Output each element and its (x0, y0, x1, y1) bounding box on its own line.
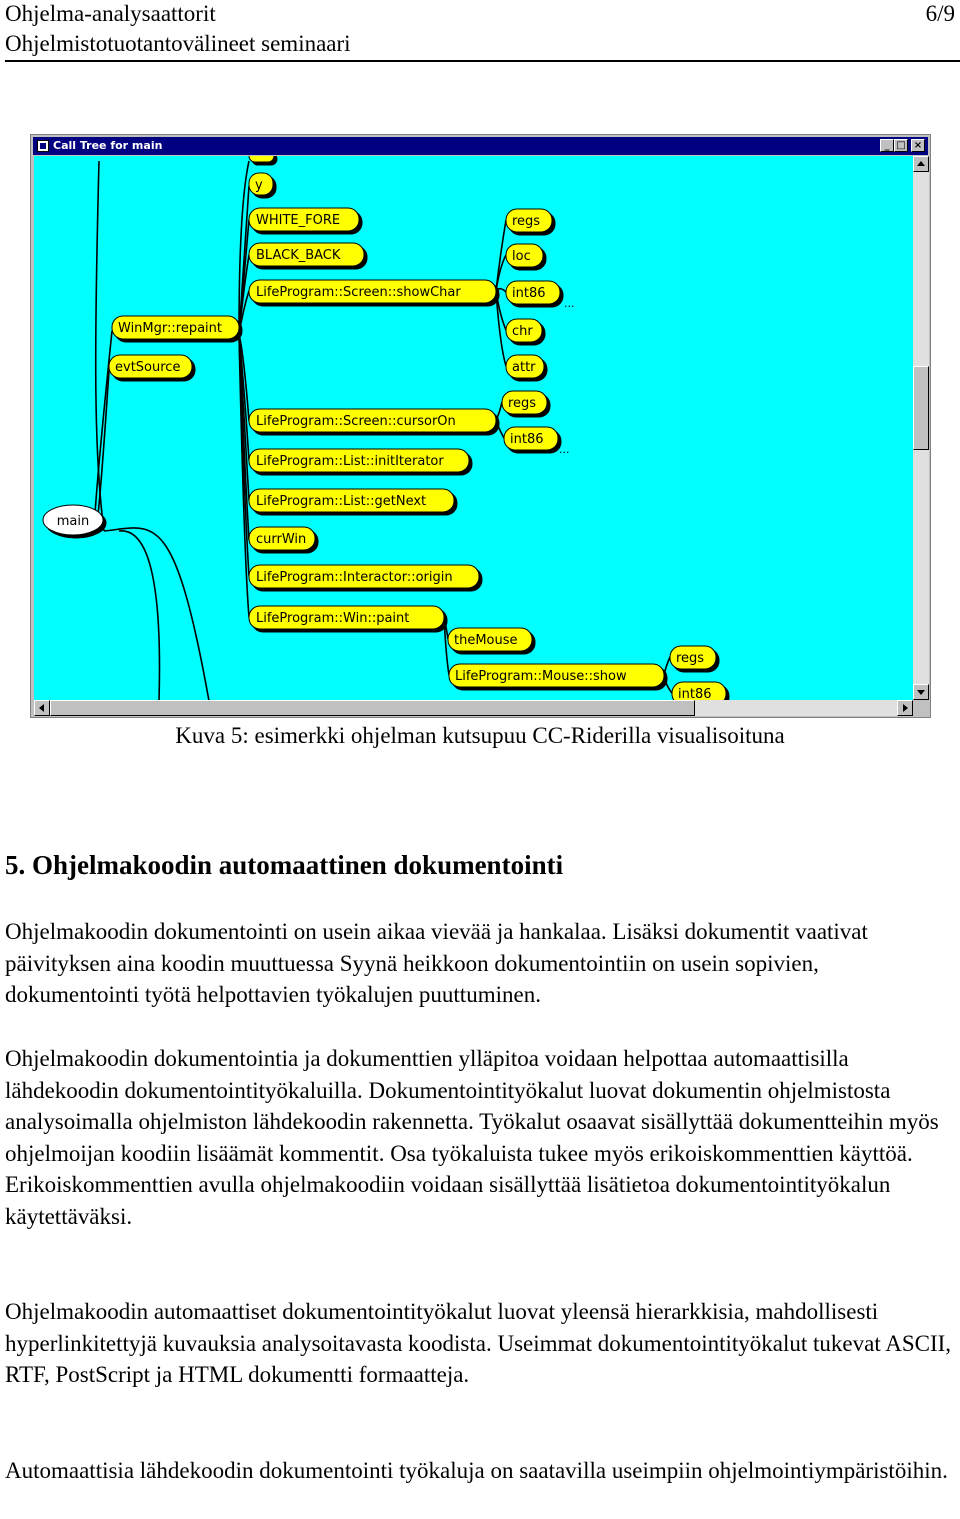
body-paragraph: Ohjelmakoodin automaattiset dokumentointityökalut luovat yleensä hierarkkisia, mahdollisesti hyperlinkitettyjä kuvauksia analysoitavasta koodista. Useimmat dokumentointityökalut tukevat ASCII, RTF, PostScript ja HTML dokumentti formaatteja. (5, 1299, 952, 1388)
window-titlebar (33, 137, 928, 155)
window-title: Call Tree for main (53, 139, 163, 152)
call-node-label: int86 (678, 687, 712, 700)
call-node-label: WHITE_FORE (256, 213, 341, 228)
section-heading: 5. Ohjelmakoodin automaattinen dokumentointi (5, 850, 564, 880)
call-node-label: LifeProgram::Win::paint (256, 611, 410, 626)
call-node-label: LifeProgram::Interactor::origin (256, 570, 453, 585)
body-paragraph: Ohjelmakoodin dokumentointi on usein aikaa vievää ja hankalaa. Lisäksi dokumentit vaativat päivityksen aina koodin muuttuessa Syynä heikkoon dokumentointiin on usein sopivien, dokumentointi työtä helpottavien työkalujen puuttuminen. (5, 919, 868, 1008)
document-subtitle: Ohjelmistotuotantovälineet seminaari (5, 31, 351, 56)
call-node-label: LifeProgram::Screen::cursorOn (256, 414, 456, 429)
app-icon (37, 140, 49, 152)
figure-caption: Kuva 5: esimerkki ohjelman kutsupuu CC-Riderilla visualisoituna (175, 723, 785, 748)
document-title: Ohjelma-analysaattorit (5, 1, 216, 26)
ellipsis-marker: ... (564, 297, 575, 310)
arrow-up-icon (914, 157, 928, 171)
call-node-label: WinMgr::repaint (118, 321, 222, 336)
scroll-down-arrow[interactable] (913, 684, 929, 700)
scrollbar-corner (913, 700, 929, 716)
vertical-scrollbar[interactable] (913, 156, 929, 700)
call-node-label: int86 (512, 286, 546, 301)
call-node-label: theMouse (454, 633, 518, 648)
call-node-label: LifeProgram::List::getNext (256, 494, 427, 509)
call-node-label: regs (512, 214, 541, 229)
horizontal-scrollbar[interactable] (34, 700, 913, 716)
header-rule (5, 60, 960, 62)
call-node-label: LifeProgram::List::initIterator (256, 454, 444, 469)
vertical-scroll-thumb[interactable] (913, 366, 929, 450)
maximize-button[interactable]: □ (894, 139, 908, 152)
call-node-partial (249, 156, 274, 162)
close-button[interactable]: × (911, 139, 925, 152)
ellipsis-marker: ... (559, 443, 570, 456)
arrow-down-icon (914, 685, 928, 699)
call-tree-window (30, 134, 931, 718)
horizontal-scroll-thumb[interactable] (50, 700, 695, 716)
call-node-label: loc (512, 249, 531, 264)
page-number: 6/9 (925, 1, 955, 26)
call-node-label: y (255, 178, 263, 193)
call-node-label: evtSource (115, 360, 181, 375)
call-node-label: int86 (510, 432, 544, 447)
call-node-label: currWin (256, 532, 307, 547)
call-tree-canvas[interactable] (34, 156, 913, 700)
scroll-left-arrow[interactable] (34, 700, 50, 716)
call-node-label: regs (676, 651, 705, 666)
call-node-label: attr (512, 360, 536, 375)
call-node-label: main (56, 514, 90, 529)
call-node-label: LifeProgram::Screen::showChar (256, 285, 461, 300)
page-header (5, 0, 960, 62)
arrow-left-icon (35, 701, 49, 715)
call-node-label: regs (508, 396, 537, 411)
body-paragraph: Ohjelmakoodin dokumentointia ja dokumenttien ylläpitoa voidaan helpottaa automaattisilla lähdekoodin dokumentointityökaluilla. Dokumentointityökalut luovat dokumentin ohjelmistosta analysoimalla ohjelmiston lähdekoodin rakennetta. Työkalut osaavat sisällyttää dokumentteihin myös ohjelmoijan koodiin lisäämät kommentit. Osa työkaluista tukee myös erikoiskommenttien käyttöä. Erikoiskommenttien avulla ohjelmakoodiin voidaan sisällyttää lisätietoa dokumentointityökalun käytettäväksi. (5, 1046, 939, 1229)
scroll-up-arrow[interactable] (913, 156, 929, 172)
call-node-label: chr (512, 324, 533, 339)
arrow-right-icon (898, 701, 912, 715)
call-tree-graph (34, 156, 913, 700)
scroll-right-arrow[interactable] (897, 700, 913, 716)
call-node-label: BLACK_BACK (256, 248, 341, 263)
call-node-label: LifeProgram::Mouse::show (455, 669, 627, 684)
body-paragraph: Automaattisia lähdekoodin dokumentointi työkaluja on saatavilla useimpiin ohjelmointiympäristöihin. (5, 1458, 948, 1483)
minimize-button[interactable]: _ (880, 139, 894, 152)
